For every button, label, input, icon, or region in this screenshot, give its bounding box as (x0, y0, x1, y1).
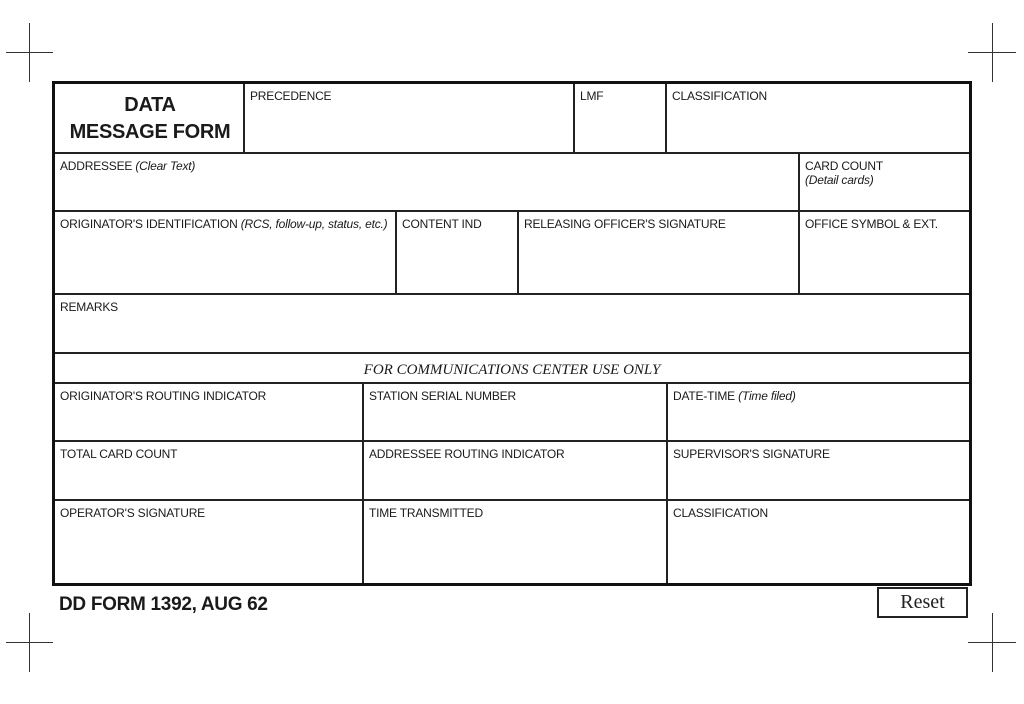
content-ind-cell (397, 212, 517, 293)
form-title (55, 84, 245, 154)
addressee-routing-input[interactable] (368, 466, 662, 495)
office-symbol-cell (800, 212, 969, 293)
office-symbol-input[interactable] (804, 236, 965, 289)
precedence-label: PRECEDENCE (250, 89, 332, 103)
originator-id-cell (55, 212, 395, 293)
content-ind-label: CONTENT IND (402, 217, 482, 231)
station-serial-input[interactable] (368, 408, 662, 436)
station-serial-label: STATION SERIAL NUMBER (369, 389, 516, 403)
date-time-input[interactable] (672, 408, 965, 436)
office-symbol-label: OFFICE SYMBOL & EXT. (805, 217, 938, 231)
supervisor-signature-input[interactable] (672, 466, 965, 495)
time-transmitted-label: TIME TRANSMITTED (369, 506, 483, 520)
classification-top-label: CLASSIFICATION (672, 89, 767, 103)
releasing-officer-signature-input[interactable] (523, 236, 794, 289)
classification-bottom-label: CLASSIFICATION (673, 506, 768, 520)
originator-routing-label: ORIGINATOR'S ROUTING INDICATOR (60, 389, 267, 403)
classification-top-cell (667, 84, 969, 152)
card-count-cell (800, 154, 969, 210)
remarks-input[interactable] (59, 319, 965, 348)
date-time-cell (668, 384, 969, 440)
originator-routing-cell (55, 384, 362, 440)
addressee-input[interactable] (59, 178, 794, 206)
supervisor-signature-cell (668, 442, 969, 499)
date-time-label: DATE-TIME (Time filed) (673, 389, 796, 403)
lmf-cell (575, 84, 665, 152)
total-card-count-label: TOTAL CARD COUNT (60, 447, 178, 461)
comms-center-header: FOR COMMUNICATIONS CENTER USE ONLY (363, 362, 661, 378)
releasing-officer-label: RELEASING OFFICER'S SIGNATURE (524, 217, 726, 231)
addressee-cell (55, 154, 798, 210)
addressee-routing-label: ADDRESSEE ROUTING INDICATOR (369, 447, 565, 461)
remarks-cell (55, 295, 969, 352)
classification-bottom-input[interactable] (672, 525, 965, 579)
time-transmitted-cell (364, 501, 666, 583)
releasing-officer-cell (519, 212, 798, 293)
data-message-form (52, 81, 972, 586)
remarks-label: REMARKS (60, 300, 118, 314)
precedence-input[interactable] (249, 108, 569, 148)
originator-id-hint: (RCS, follow-up, status, etc.) (240, 217, 388, 231)
time-transmitted-input[interactable] (368, 525, 662, 579)
total-card-count-cell (55, 442, 362, 499)
station-serial-cell (364, 384, 666, 440)
precedence-cell (245, 84, 573, 152)
form-number: DD FORM 1392, AUG 62 (59, 594, 268, 615)
lmf-input[interactable] (579, 108, 661, 148)
card-count-hint: (Detail cards) (805, 173, 874, 187)
total-card-count-input[interactable] (59, 466, 358, 495)
supervisor-signature-label: SUPERVISOR'S SIGNATURE (673, 447, 830, 461)
addressee-routing-cell (364, 442, 666, 499)
date-time-hint: (Time filed) (738, 389, 796, 403)
form-title-line1: DATA (124, 94, 176, 116)
operator-signature-label: OPERATOR'S SIGNATURE (60, 506, 205, 520)
addressee-label: ADDRESSEE (Clear Text) (60, 159, 196, 173)
form-title-line2: MESSAGE FORM (69, 121, 231, 143)
classification-top-input[interactable] (671, 108, 965, 148)
addressee-hint: (Clear Text) (135, 159, 196, 173)
content-ind-input[interactable] (401, 236, 513, 289)
card-count-input[interactable] (804, 190, 965, 206)
originator-routing-input[interactable] (59, 408, 358, 436)
operator-signature-input[interactable] (59, 525, 358, 579)
originator-id-label: ORIGINATOR'S IDENTIFICATION (RCS, follow-up, status, etc.) (60, 217, 388, 231)
classification-bottom-cell (668, 501, 969, 583)
row-divider (55, 352, 969, 354)
operator-signature-cell (55, 501, 362, 583)
reset-button[interactable]: Reset (877, 587, 968, 618)
lmf-label: LMF (580, 89, 604, 103)
card-count-label: CARD COUNT (805, 159, 883, 173)
originator-id-input[interactable] (59, 236, 391, 289)
